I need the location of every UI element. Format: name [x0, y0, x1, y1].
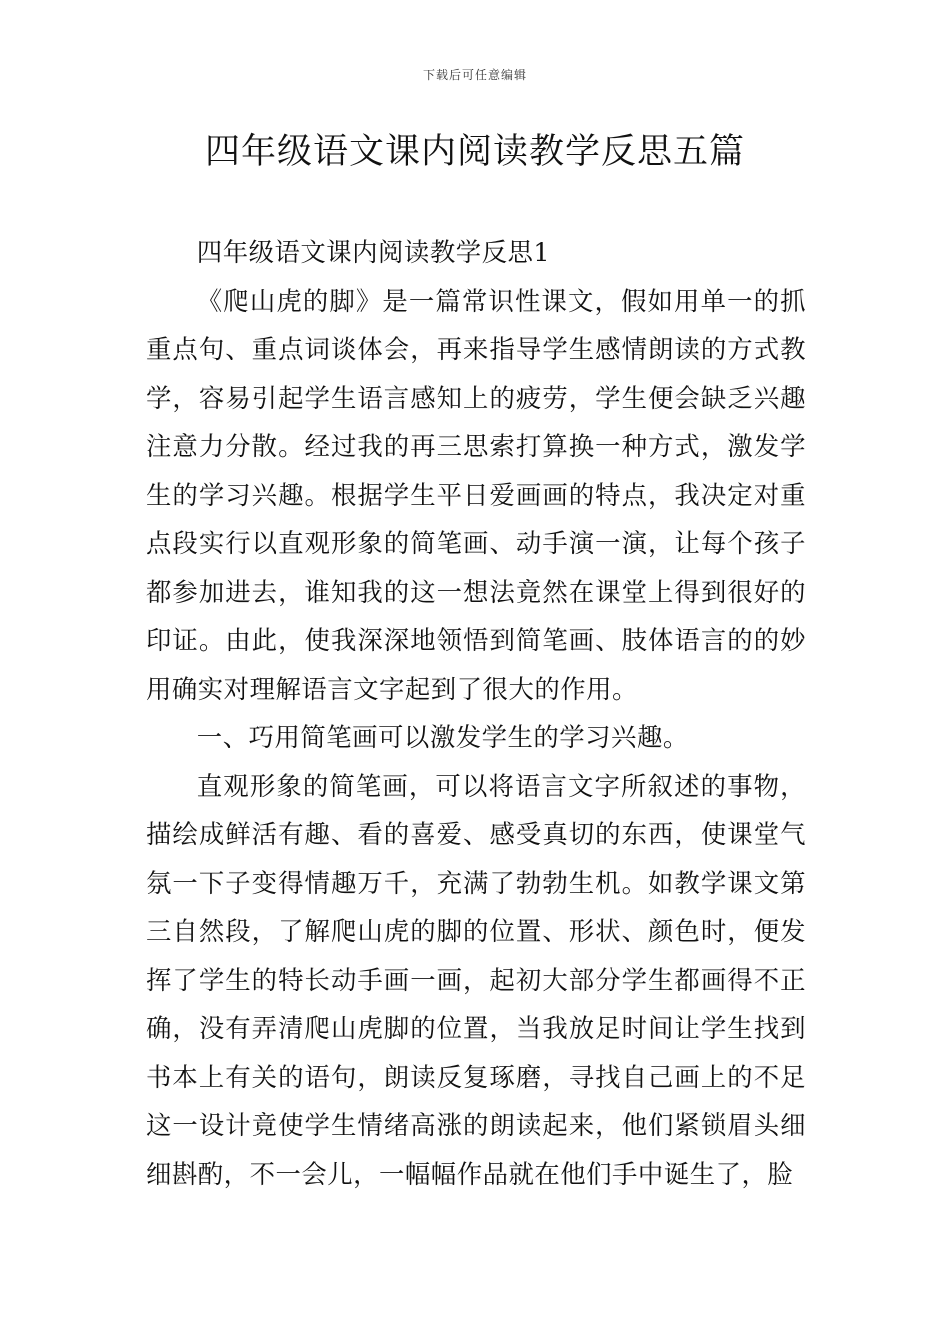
header-note: 下载后可任意编辑 — [422, 68, 527, 82]
section-heading: 四年级语文课内阅读教学反思1 — [196, 237, 551, 267]
document-title: 四年级语文课内阅读教学反思五篇 — [204, 132, 745, 172]
body-paragraph: 直观形象的简笔画，可以将语言文字所叙述的事物，描绘成鲜活有趣、看的喜爱、感受真切的东西，使课堂气氛一下子变得情趣万千，充满了勃勃生机。如教学课文第三自然段，了解爬山虎的脚的位置、形状、颜色时，便发挥了学生的特长动手画一画，起初大部分学生都画得不正确，没有弄清爬山虎脚的位置，当我放足时间让学生找到书本上有关的语句，朗读反复琢磨，寻找自己画上的不足这一设计竟使学生情绪高涨的朗读起来，他们紧锁眉头细细斟酌，不一会儿，一幅幅作品就在他们手中诞生了，脸 — [146, 770, 806, 1189]
document-body — [146, 228, 806, 1198]
body-paragraph: 《爬山虎的脚》是一篇常识性课文，假如用单一的抓重点句、重点词谈体会，再来指导学生感情朗读的方式教学，容易引起学生语言感知上的疲劳，学生便会缺乏兴趣注意力分散。经过我的再三思索打算换一种方式，激发学生的学习兴趣。根据学生平日爱画画的特点，我决定对重点段实行以直观形象的简笔画、动手演一演，让每个孩子都参加进去，谁知我的这一想法竟然在课堂上得到很好的印证。由此，使我深深地领悟到简笔画、肢体语言的的妙用确实对理解语言文字起到了很大的作用。 — [146, 285, 806, 704]
section-subheading: 一、巧用简笔画可以激发学生的学习兴趣。 — [196, 722, 689, 752]
